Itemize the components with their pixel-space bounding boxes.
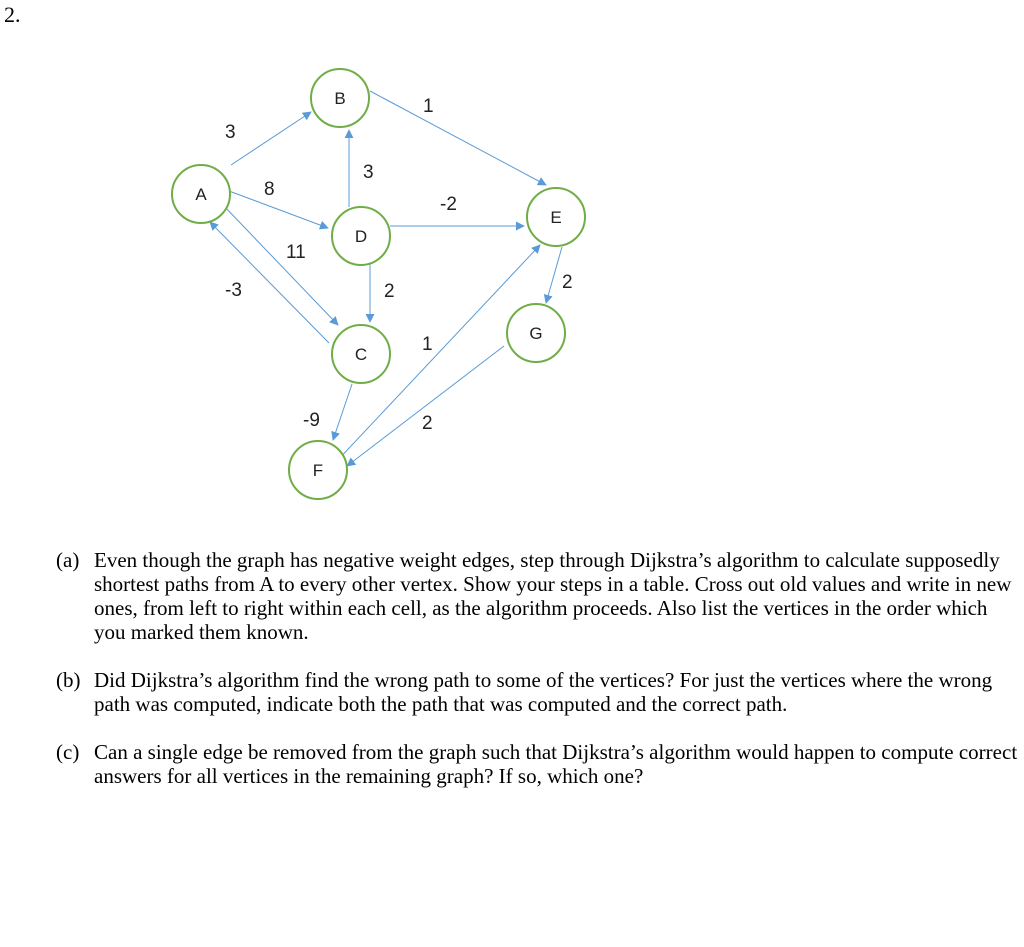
edge-label-A-B: 3 — [225, 122, 236, 143]
edge-label-C-A: -3 — [225, 280, 242, 301]
node-label-A: A — [195, 185, 207, 204]
node-label-B: B — [334, 89, 346, 108]
edge-A-D — [229, 191, 328, 228]
edge-label-A-D: 8 — [264, 179, 275, 200]
question-b-text: Did Dijkstra’s algorithm find the wrong path to some of the vertices? For just the vertices where the wrong path was computed, indicate both the path that was computed and the correct path. — [94, 668, 993, 716]
edge-C-F — [333, 384, 352, 440]
node-label-E: E — [550, 208, 562, 227]
question-number: 2. — [4, 2, 21, 27]
question-b-label: (b) — [56, 668, 81, 692]
question-c-text: Can a single edge be removed from the graph such that Dijkstra’s algorithm would happen to compute correct answers for all vertices in the remaining graph? If so, which one? — [94, 740, 1018, 788]
question-list — [56, 548, 1018, 812]
node-E — [527, 188, 585, 246]
edge-E-G — [546, 247, 562, 303]
question-c — [56, 740, 1018, 788]
node-D — [332, 207, 390, 265]
edge-label-G-F: 2 — [422, 413, 433, 434]
node-label-C: C — [354, 345, 368, 364]
node-C — [332, 325, 390, 383]
node-B — [311, 69, 369, 127]
node-label-F: F — [312, 461, 324, 480]
node-A — [172, 165, 230, 223]
node-G — [507, 304, 565, 362]
edge-label-C-F: -9 — [303, 410, 320, 431]
edge-label-A-C: 11 — [286, 242, 306, 263]
node-F — [289, 441, 347, 499]
question-a — [56, 548, 1018, 644]
node-label-D: D — [354, 227, 368, 246]
edge-label-F-E: 1 — [422, 334, 433, 355]
edge-label-E-G: 2 — [562, 272, 573, 293]
question-b — [56, 668, 1018, 716]
edge-label-D-C: 2 — [384, 281, 395, 302]
question-c-label: (c) — [56, 740, 80, 764]
edge-label-D-E: -2 — [440, 194, 457, 215]
edge-A-B — [231, 112, 311, 165]
node-label-G: G — [529, 324, 543, 343]
edge-label-B-E: 1 — [423, 96, 434, 117]
edge-label-D-B: 3 — [363, 162, 374, 183]
edge-A-C — [223, 205, 338, 325]
question-a-label: (a) — [56, 548, 80, 572]
edge-B-E — [370, 91, 546, 185]
question-a-text: Even though the graph has negative weight edges, step through Dijkstra’s algorithm to calculate supposedly shortest paths from A to every other vertex. Show your steps in a table. Cross out old values and write in new ones, from left to right within each cell, as the algorithm proceeds. Also list the vertices in the order which you marked them known. — [94, 548, 1012, 644]
